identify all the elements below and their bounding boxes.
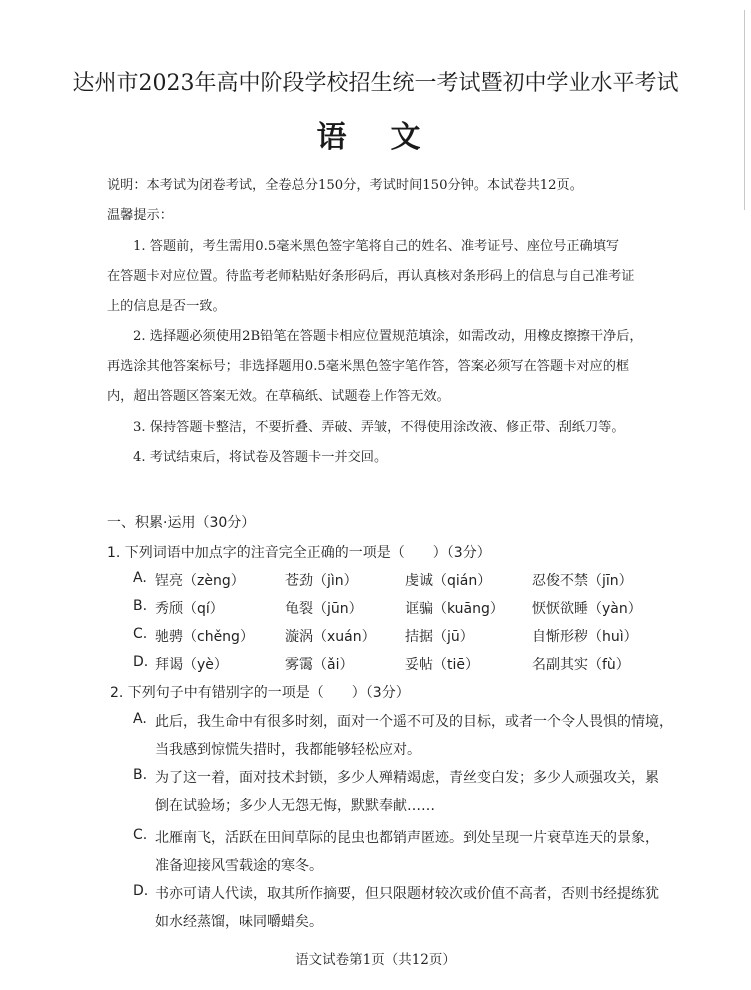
q1-option-d-label: D. [133, 654, 149, 670]
q2-option-d-label: D. [133, 883, 149, 899]
q1-option-b-label: B. [133, 598, 148, 614]
tip-2-line-1: 2. 选择题必须使用2B铅笔在答题卡相应位置规范填涂，如需改动，用橡皮擦擦干净后， [133, 329, 643, 344]
q1-option-b-item: 龟裂（jūn） [285, 601, 363, 617]
q2-option-c-label: C. [133, 827, 148, 843]
q1-option-b-item: 秀颀（qí） [155, 601, 224, 617]
q2-option-d-line: 书亦可请人代读，取其所作摘要，但只限题材较次或价值不高者，否则书经提练犹 [155, 886, 659, 902]
q2-option-b-line: 倒在试验场；多少人无怨无悔，默默奉献…… [155, 798, 435, 814]
tip-1-line-1: 1. 答题前，考生需用0.5毫米黑色签字笔将自己的姓名、准考证号、座位号正确填写 [133, 239, 620, 254]
q1-option-d-item: 拜谒（yè） [155, 657, 228, 673]
tip-4: 4. 考试结束后，将试卷及答题卡一并交回。 [133, 450, 388, 465]
q1-option-c-item: 自惭形秽（huì） [532, 629, 638, 645]
tips-label: 温馨提示： [107, 208, 173, 223]
q2-option-d-line: 如水经蒸馏，味同嚼蜡矣。 [155, 914, 323, 930]
q1-option-a-item: 苍劲（jìn） [285, 573, 358, 589]
q1-option-a-item: 虔诚（qián） [405, 573, 492, 589]
q1-option-a-item: 忍俊不禁（jīn） [532, 573, 633, 589]
q2-option-c-line: 北雁南飞，活跃在田间草际的昆虫也都销声匿迹。到处呈现一片衰草连天的景象， [155, 830, 659, 846]
section-1-title: 一、积累·运用（30分） [107, 515, 256, 531]
tip-1-line-2: 在答题卡对应位置。待监考老师粘贴好条形码后，再认真核对条形码上的信息与自己准考证 [107, 269, 635, 284]
q1-option-c-item: 驰骋（chěng） [155, 629, 254, 645]
q1-option-d-item: 雾霭（ǎi） [285, 657, 354, 673]
q2-option-a-line: 当我感到惊慌失措时，我都能够轻松应对。 [155, 742, 421, 758]
exam-note: 说明：本考试为闭卷考试，全卷总分150分，考试时间150分钟。本试卷共12页。 [107, 178, 583, 193]
q2-option-b-label: B. [133, 767, 148, 783]
tip-2-line-2: 再选涂其他答案标号；非选择题用0.5毫米黑色签字笔作答，答案必须写在答题卡对应的框 [107, 359, 630, 374]
page-footer: 语文试卷第1页（共12页） [295, 952, 456, 968]
q1-option-c-item: 漩涡（xuán） [285, 629, 376, 645]
q1-option-d-item: 名副其实（fù） [532, 657, 630, 673]
q2-option-c-line: 准备迎接风雪载途的寒冬。 [155, 858, 323, 874]
q1-option-a-label: A. [133, 570, 147, 586]
q2-option-b-line: 为了这一着，面对技术封锁，多少人殚精竭虑，青丝变白发；多少人顽强攻关，累 [155, 770, 659, 786]
subject-title: 语文 [316, 120, 465, 155]
exam-title: 达州市2023年高中阶段学校招生统一考试暨初中学业水平考试 [72, 71, 679, 96]
q2-option-a-label: A. [133, 711, 147, 727]
q1-option-b-item: 诓骗（kuāng） [405, 601, 504, 617]
tip-1-line-3: 上的信息是否一致。 [107, 299, 226, 314]
q1-option-c-item: 拮据（jū） [405, 629, 474, 645]
question-1-stem: 1. 下列词语中加点字的注音完全正确的一项是（ ）（3分） [107, 545, 491, 561]
q1-option-b-item: 恹恹欲睡（yàn） [532, 601, 642, 617]
question-2-stem: 2. 下列句子中有错别字的一项是（ ）（3分） [110, 685, 410, 701]
page-edge-line [744, 10, 745, 210]
q1-option-c-label: C. [133, 626, 148, 642]
tip-3: 3. 保持答题卡整洁，不要折叠、弄破、弄皱，不得使用涂改液、修正带、刮纸刀等。 [133, 420, 625, 435]
q1-option-a-item: 锃亮（zèng） [155, 573, 245, 589]
q2-option-a-line: 此后，我生命中有很多时刻，面对一个遥不可及的目标，或者一个令人畏惧的情境， [155, 714, 673, 730]
tip-2-line-3: 内，超出答题区答案无效。在草稿纸、试题卷上作答无效。 [107, 389, 450, 404]
q1-option-d-item: 妥帖（tiē） [405, 657, 479, 673]
